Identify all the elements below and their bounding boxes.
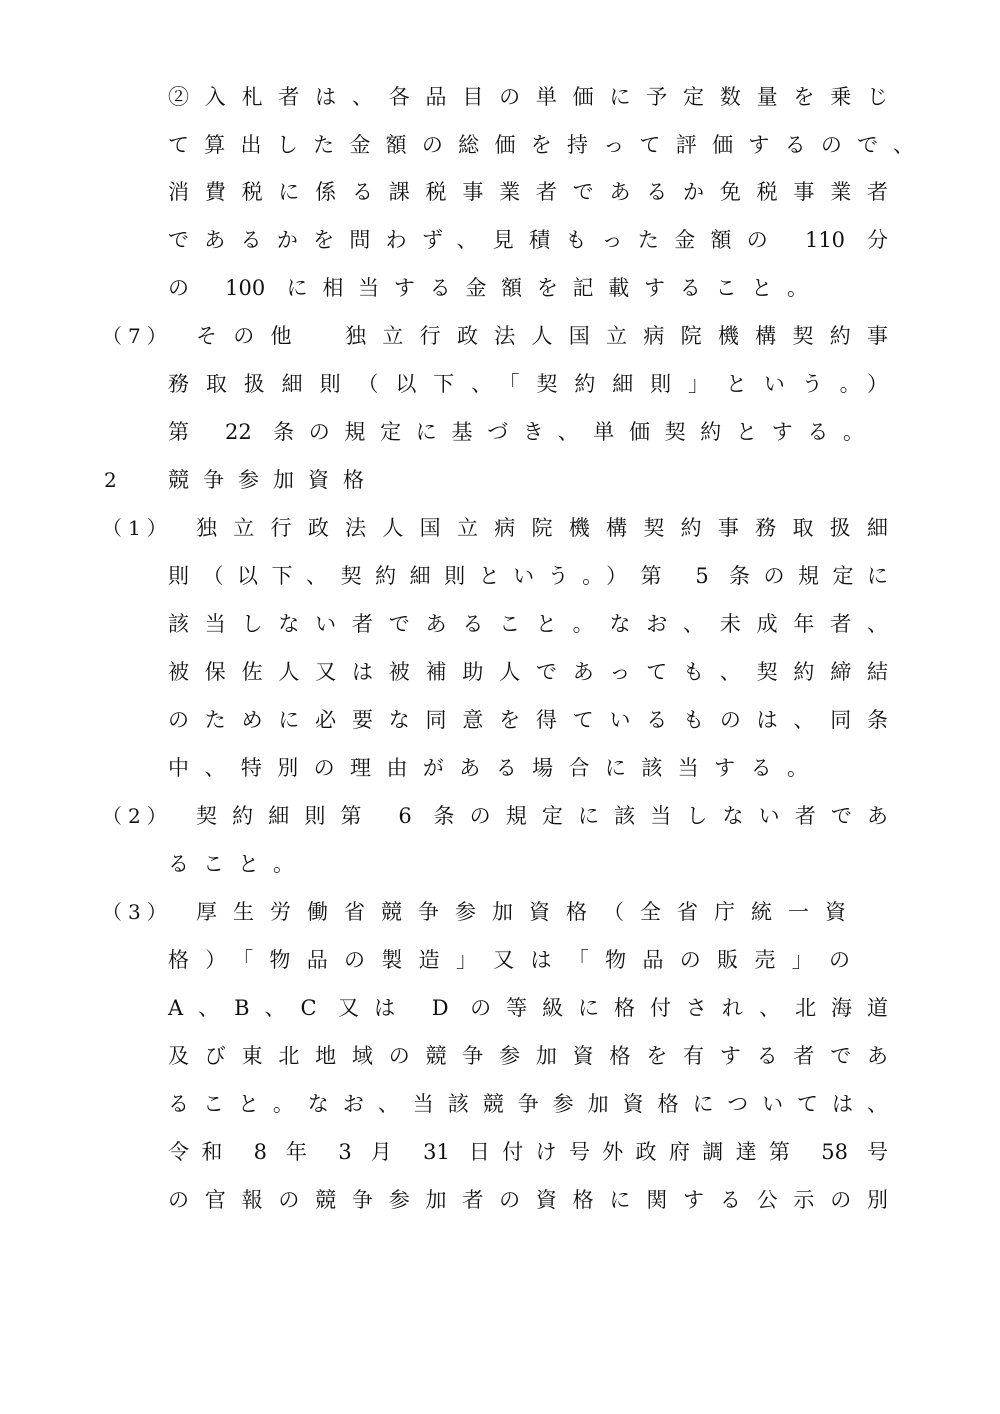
- text-line: [0, 1180, 1000, 1220]
- item-heading-line: [0, 508, 1000, 548]
- line-text: 該当しない者であること。なお、未成年者、: [168, 612, 888, 636]
- line-text: 契約細則第 6 条の規定に該当しない者であ: [196, 804, 888, 828]
- line-text: 及び東北地域の競争参加資格を有する者であ: [168, 1044, 888, 1068]
- line-text: であるかを問わず、見積もった金額の 110 分: [168, 228, 888, 252]
- text-line: [0, 412, 1000, 452]
- line-text: その他 独立行政法人国立病院機構契約事: [196, 324, 888, 348]
- line-text: 厚生労働省競争参加資格（全省庁統一資: [196, 900, 846, 924]
- section-heading-line: [0, 460, 1000, 500]
- line-text: ること。: [168, 852, 308, 876]
- line-text: ②入札者は、各品目の単価に予定数量を乗じ: [168, 85, 888, 109]
- text-line: [0, 1132, 1000, 1172]
- text-line: [0, 1036, 1000, 1076]
- line-text: A、B、C 又は D の等級に格付され、北海道: [168, 996, 888, 1020]
- item-heading-line: [0, 796, 1000, 836]
- item-number: （2）: [102, 804, 173, 828]
- item-number: （1）: [102, 516, 173, 540]
- item-heading-line: [0, 316, 1000, 356]
- line-text: ること。なお、当該競争参加資格については、: [168, 1092, 888, 1116]
- line-text: 令和 8 年 3 月 31 日付け号外政府調達第 58 号: [168, 1140, 888, 1164]
- line-text: 消費税に係る課税事業者であるか免税事業者: [168, 180, 888, 204]
- text-line: [0, 940, 1000, 980]
- text-line: [0, 125, 1000, 165]
- text-line: [0, 172, 1000, 212]
- section-number: 2: [104, 468, 123, 492]
- text-line: [0, 1084, 1000, 1124]
- item-heading-line: [0, 892, 1000, 932]
- line-text: 格）「物品の製造」又は「物品の販売」の: [168, 948, 850, 972]
- text-line: [0, 652, 1000, 692]
- section-title: 競争参加資格: [168, 468, 378, 492]
- item-number: （7）: [102, 324, 173, 348]
- line-text: 独立行政法人国立病院機構契約事務取扱細: [196, 516, 888, 540]
- line-text: の 100 に相当する金額を記載すること。: [168, 276, 808, 300]
- line-text: て算出した金額の総価を持って評価するので、: [168, 133, 914, 157]
- text-line: [0, 220, 1000, 260]
- line-text: 第 22 条の規定に基づき、単価契約とする。: [168, 420, 864, 444]
- text-line: [0, 748, 1000, 788]
- text-line: [0, 556, 1000, 596]
- line-text: 被保佐人又は被補助人であっても、契約締結: [168, 660, 888, 684]
- text-line: [0, 988, 1000, 1028]
- item-number: （3）: [102, 900, 173, 924]
- text-line: [0, 604, 1000, 644]
- line-text: 則（以下、契約細則という。）第 5 条の規定に: [168, 564, 888, 588]
- line-text: の官報の競争参加者の資格に関する公示の別: [168, 1188, 888, 1212]
- text-line: [0, 77, 1000, 117]
- line-text: 務取扱細則（以下、「契約細則」という。）: [168, 372, 888, 396]
- line-text: のために必要な同意を得ているものは、同条: [168, 708, 888, 732]
- line-text: 中、特別の理由がある場合に該当する。: [168, 756, 808, 780]
- text-line: [0, 700, 1000, 740]
- text-line: [0, 844, 1000, 884]
- text-line: [0, 364, 1000, 404]
- text-line: [0, 268, 1000, 308]
